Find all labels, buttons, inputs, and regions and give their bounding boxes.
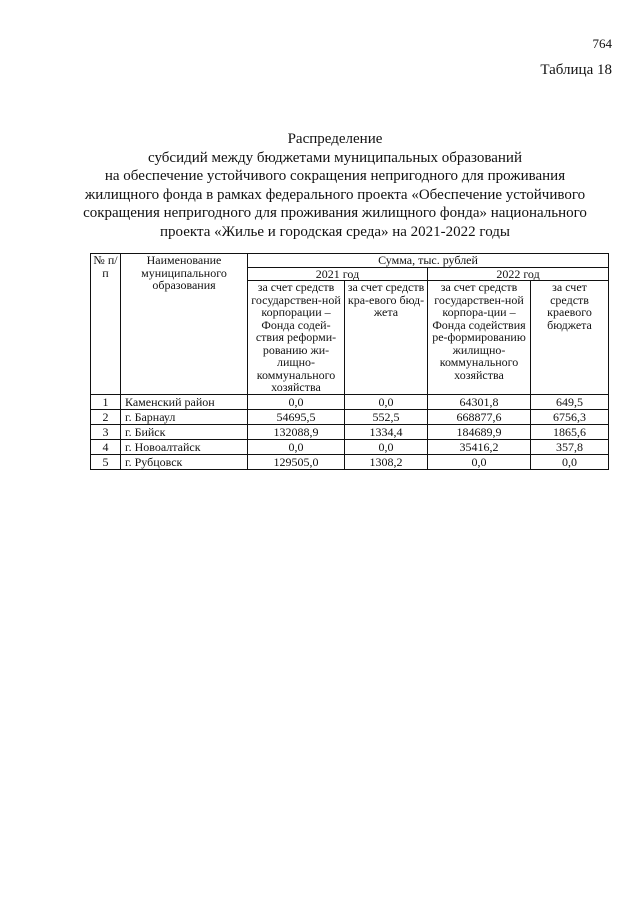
- table-row: [91, 424, 609, 439]
- row-region-2022: 6756,3: [531, 409, 609, 424]
- document-title: [70, 130, 600, 241]
- header-year-2021: 2021 год: [248, 267, 428, 281]
- row-num: 2: [91, 409, 121, 424]
- title-line: проекта «Жилье и городская среда» на 2021-2022 годы: [160, 223, 510, 240]
- row-region-2022: 1865,6: [531, 424, 609, 439]
- row-fund-2022: 0,0: [428, 454, 531, 469]
- row-name: Каменский район: [121, 394, 248, 409]
- row-num: 1: [91, 394, 121, 409]
- header-sum: Сумма, тыс. рублей: [248, 254, 609, 268]
- row-fund-2022: 184689,9: [428, 424, 531, 439]
- header-fund-2021: за счет средств государствен-ной корпорации – Фонда содей-ствия реформи-рованию жи-лищно-коммунального хозяйства: [248, 281, 345, 395]
- row-num: 4: [91, 439, 121, 454]
- title-line: на обеспечение устойчивого сокращения непригодного для проживания: [104, 168, 566, 184]
- row-fund-2021: 132088,9: [248, 424, 345, 439]
- row-name: г. Новоалтайск: [121, 439, 248, 454]
- row-region-2021: 1308,2: [345, 454, 428, 469]
- row-fund-2021: 0,0: [248, 394, 345, 409]
- header-num: № п/п: [91, 254, 121, 395]
- row-fund-2021: 0,0: [248, 439, 345, 454]
- row-region-2021: 1334,4: [345, 424, 428, 439]
- row-name: г. Бийск: [121, 424, 248, 439]
- header-year-2022: 2022 год: [428, 267, 609, 281]
- table-row: [91, 439, 609, 454]
- header-region-2022: за счет средств краевого бюджета: [531, 281, 609, 395]
- row-region-2022: 357,8: [531, 439, 609, 454]
- row-fund-2021: 129505,0: [248, 454, 345, 469]
- title-line: жилищного фонда в рамках федерального проекта «Обеспечение устойчивого: [84, 186, 586, 203]
- title-line: сокращения непригодного для проживания жилищного фонда» национального: [83, 205, 587, 221]
- title-line: Распределение: [287, 131, 383, 147]
- row-name: г. Рубцовск: [121, 454, 248, 469]
- table-row: [91, 454, 609, 469]
- table-row: [91, 409, 609, 424]
- header-fund-2022: за счет средств государствен-ной корпора-ции – Фонда содействия ре-формированию жилищно-коммунального хозяйства: [428, 281, 531, 395]
- row-fund-2022: 668877,6: [428, 409, 531, 424]
- row-region-2022: 649,5: [531, 394, 609, 409]
- header-name: Наименование муниципального образования: [121, 254, 248, 395]
- row-region-2021: 0,0: [345, 394, 428, 409]
- subsidy-table: [90, 253, 609, 470]
- title-line: субсидий между бюджетами муниципальных образований: [148, 149, 522, 166]
- row-fund-2022: 64301,8: [428, 394, 531, 409]
- row-fund-2021: 54695,5: [248, 409, 345, 424]
- row-region-2021: 0,0: [345, 439, 428, 454]
- row-name: г. Барнаул: [121, 409, 248, 424]
- row-region-2022: 0,0: [531, 454, 609, 469]
- row-num: 3: [91, 424, 121, 439]
- table-label: Таблица 18: [540, 62, 612, 78]
- table-row: [91, 394, 609, 409]
- header-region-2021: за счет средств кра-евого бюд-жета: [345, 281, 428, 395]
- row-region-2021: 552,5: [345, 409, 428, 424]
- row-num: 5: [91, 454, 121, 469]
- page-number: 764: [592, 36, 612, 51]
- row-fund-2022: 35416,2: [428, 439, 531, 454]
